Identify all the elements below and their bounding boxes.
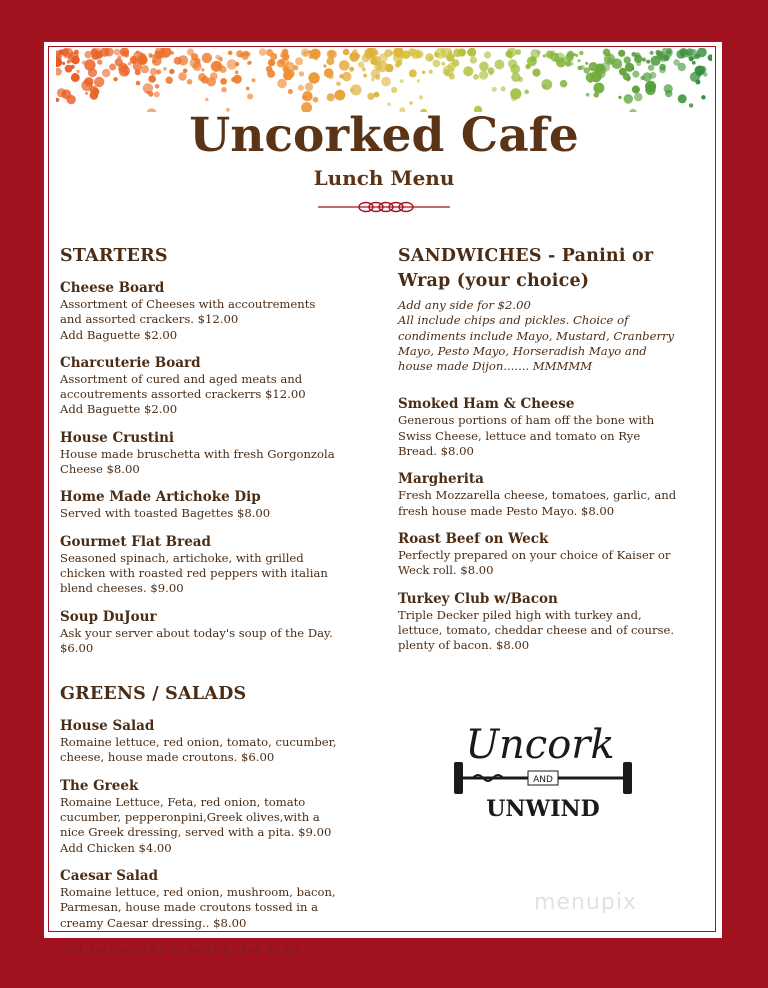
confetti-dot xyxy=(178,72,186,80)
confetti-dot xyxy=(579,51,583,55)
confetti-dot xyxy=(589,62,598,71)
confetti-dot xyxy=(135,69,141,75)
menu-item xyxy=(60,868,370,931)
menu-item xyxy=(60,718,370,766)
confetti-dot xyxy=(267,70,275,78)
confetti-dot xyxy=(277,79,287,89)
confetti-dot xyxy=(689,57,694,62)
confetti-dot xyxy=(349,67,354,72)
confetti-dot xyxy=(367,93,374,100)
menu-item-description: Generous portions of ham off the bone with Swiss Cheese, lettuce and tomato on Rye Bread. $8.00 xyxy=(398,413,655,459)
confetti-dot xyxy=(650,51,654,55)
confetti-dot xyxy=(409,101,413,105)
logo-line-uncork: Uncork xyxy=(465,722,615,768)
confetti-dot xyxy=(133,51,143,61)
sandwiches-note: Add any side for $2.00 All include chips and pickles. Choice of condiments include Mayo, Mustard, Cranberry Mayo, Pesto Mayo, Horseradish Mayo and house made Dijon....... MMMMM xyxy=(398,298,675,374)
confetti-dot xyxy=(646,60,650,64)
confetti-dot xyxy=(666,49,672,55)
confetti-dot xyxy=(56,68,62,76)
menu-item xyxy=(60,280,370,343)
confetti-dot xyxy=(446,53,455,62)
menu-item-description: Assortment of cured and aged meats and accoutrements assorted crackerrs $12.00 Add Baguette $2.00 xyxy=(60,371,306,417)
confetti-dot xyxy=(586,93,590,97)
confetti-dot xyxy=(211,61,222,72)
confetti-dot xyxy=(288,89,293,94)
confetti-dot xyxy=(429,56,433,60)
confetti-dot xyxy=(607,57,613,63)
confetti-dot xyxy=(324,68,334,78)
confetti-dot xyxy=(339,60,350,71)
confetti-dot xyxy=(642,58,646,62)
flourish-ornament-icon xyxy=(318,199,450,215)
confetti-dot xyxy=(166,77,173,84)
confetti-dot xyxy=(88,68,97,77)
confetti-dot xyxy=(484,51,491,58)
confetti-dot xyxy=(195,58,201,64)
menu-item-name: Smoked Ham & Cheese xyxy=(398,396,575,413)
confetti-dot xyxy=(422,71,425,74)
confetti-dot xyxy=(114,49,121,56)
confetti-dot xyxy=(246,87,250,91)
confetti-dot xyxy=(169,69,174,74)
confetti-dot xyxy=(578,59,581,62)
confetti-dot xyxy=(492,87,497,92)
confetti-dot xyxy=(143,83,153,93)
menu-item-name: Home Made Artichoke Dip xyxy=(60,489,261,506)
confetti-dot xyxy=(350,84,361,95)
confetti-dot xyxy=(458,48,466,56)
confetti-dot xyxy=(148,75,156,83)
sandwiches-section xyxy=(398,244,710,653)
confetti-dot xyxy=(231,77,236,82)
confetti-dot xyxy=(154,91,160,97)
menu-item-description: Triple Decker piled high with turkey and, lettuce, tomato, cheddar cheese and of course. plenty of bacon. $8.00 xyxy=(398,607,675,653)
confetti-dot xyxy=(473,74,479,80)
confetti-dot xyxy=(183,69,188,74)
confetti-dot xyxy=(298,85,304,91)
menu-item-name: Roast Beef on Weck xyxy=(398,530,549,547)
menu-item xyxy=(60,609,370,657)
confetti-dot xyxy=(645,85,655,95)
page-title: Uncorked Cafe xyxy=(189,108,579,163)
confetti-dot xyxy=(187,79,193,85)
confetti-dot xyxy=(603,49,610,56)
confetti-dot xyxy=(136,81,141,86)
confetti-dot xyxy=(252,78,256,82)
confetti-dot xyxy=(664,84,673,93)
confetti-dot xyxy=(335,90,346,101)
left-column xyxy=(60,244,370,931)
menu-item-name: Turkey Club w/Bacon xyxy=(398,590,558,607)
confetti-dot xyxy=(435,48,446,59)
confetti-dot xyxy=(114,77,118,81)
confetti-dot xyxy=(530,56,536,62)
menu-item-description: Romaine Lettuce, Feta, red onion, tomato cucumber, pepperonpini,Greek olives,with a nice Greek dressing, served with a pita. $9.00 Add Chicken $4.00 xyxy=(60,794,332,855)
menu-item-name: Caesar Salad xyxy=(60,867,159,884)
confetti-dot xyxy=(149,55,152,58)
confetti-dot xyxy=(82,61,86,65)
menu-item-name: House Crustini xyxy=(60,429,175,446)
confetti-dot xyxy=(511,73,520,82)
confetti-dot xyxy=(299,71,304,76)
confetti-dot xyxy=(339,74,343,78)
confetti-dot xyxy=(305,83,313,91)
confetti-dot xyxy=(624,56,631,63)
confetti-dot xyxy=(74,50,79,55)
confetti-dot xyxy=(242,53,249,60)
confetti-dot xyxy=(387,102,391,106)
confetti-dot xyxy=(308,72,319,83)
confetti-dot xyxy=(286,69,295,78)
confetti-dot xyxy=(259,48,266,55)
confetti-dot xyxy=(441,62,445,66)
confetti-dot xyxy=(400,79,404,83)
menu-item-description: Served with toasted Bagettes $8.00 xyxy=(60,506,271,521)
confetti-dot xyxy=(575,54,578,57)
confetti-dot xyxy=(479,70,488,79)
menu-item-name: Cheese Board xyxy=(60,280,165,296)
confetti-dot xyxy=(119,65,130,76)
menupix-watermark: menupix xyxy=(534,890,637,915)
menu-item-description: Fresh Mozzarella cheese, tomatoes, garlic, and fresh house made Pesto Mayo. $8.00 xyxy=(398,488,677,518)
menu-item xyxy=(60,778,370,856)
confetti-dot xyxy=(343,49,350,56)
menu-item xyxy=(60,355,370,418)
confetti-dot xyxy=(295,57,303,65)
confetti-dot xyxy=(632,71,639,78)
confetti-dot xyxy=(542,85,546,89)
confetti-dot xyxy=(220,78,227,85)
confetti-dot xyxy=(651,56,661,66)
menu-item xyxy=(398,591,710,654)
confetti-dot xyxy=(62,48,73,59)
confetti-dot xyxy=(201,68,204,71)
confetti-dot xyxy=(363,74,367,78)
confetti-dot xyxy=(488,67,495,74)
confetti-dot xyxy=(109,64,116,71)
confetti-dot xyxy=(152,56,162,66)
menu-item-name: Charcuterie Board xyxy=(60,354,201,371)
confetti-dot xyxy=(494,60,504,70)
confetti-dot xyxy=(71,73,80,82)
confetti-dot xyxy=(228,51,233,56)
menu-item-name: The Greek xyxy=(60,777,139,794)
confetti-dot xyxy=(433,60,441,68)
confetti-dot xyxy=(417,79,420,82)
menu-item-name: Margherita xyxy=(398,471,484,488)
confetti-dot xyxy=(115,58,123,66)
confetti-dot xyxy=(327,50,335,58)
confetti-dot xyxy=(323,64,326,67)
confetti-dot xyxy=(235,62,239,66)
confetti-dot xyxy=(221,87,226,92)
confetti-dot xyxy=(84,77,93,86)
menu-item-description: Assortment of Cheeses with accoutrements and assorted crackers. $12.00 Add Baguette $2.00 xyxy=(60,297,316,342)
confetti-dot xyxy=(708,54,712,61)
confetti-dot xyxy=(543,54,546,57)
confetti-dot xyxy=(690,72,700,82)
menu-subtitle: Lunch Menu xyxy=(313,166,455,190)
confetti-dot xyxy=(65,65,73,73)
confetti-dot xyxy=(248,61,252,65)
confetti-dot xyxy=(510,64,520,74)
confetti-dot xyxy=(77,70,80,73)
right-column xyxy=(398,244,710,653)
confetti-dot xyxy=(370,58,377,65)
menu-item-name: Gourmet Flat Bread xyxy=(60,533,211,550)
logo-line-and: AND xyxy=(533,775,553,785)
confetti-dot xyxy=(584,67,590,73)
menu-item xyxy=(60,534,370,597)
confetti-dot xyxy=(625,63,634,72)
confetti-dot xyxy=(385,64,393,72)
confetti-dot xyxy=(277,59,285,67)
confetti-dot xyxy=(302,95,307,100)
confetti-dot xyxy=(601,62,611,72)
confetti-dot xyxy=(628,77,631,80)
confetti-dot xyxy=(124,53,129,58)
confetti-dot xyxy=(155,84,160,89)
confetti-dot xyxy=(62,62,65,65)
confetti-dot xyxy=(411,49,421,59)
confetti-dot xyxy=(429,70,433,74)
confetti-dot xyxy=(198,73,206,81)
greens-section xyxy=(60,682,370,931)
confetti-dot xyxy=(585,62,588,65)
confetti-dot xyxy=(247,93,253,99)
confetti-dot xyxy=(163,67,167,71)
confetti-dot xyxy=(467,48,476,57)
confetti-dot xyxy=(358,61,365,68)
starters-section xyxy=(60,244,370,656)
confetti-dot xyxy=(268,59,275,66)
confetti-dot xyxy=(293,65,298,70)
uncork-and-unwind-logo xyxy=(448,710,638,830)
confetti-dot xyxy=(634,52,640,58)
confetti-dot xyxy=(648,65,654,71)
confetti-dot xyxy=(703,72,707,76)
section-title-starters: STARTERS xyxy=(60,246,168,266)
confetti-dot xyxy=(56,98,59,102)
confetti-dot xyxy=(409,69,417,77)
confetti-dot xyxy=(174,57,182,65)
confetti-dot xyxy=(396,60,402,66)
confetti-dot xyxy=(655,50,660,55)
confetti-dot xyxy=(511,96,517,102)
confetti-dot xyxy=(537,50,541,54)
menu-item xyxy=(398,396,710,459)
confetti-dot xyxy=(692,61,696,65)
confetti-dot xyxy=(128,62,132,66)
menu-item xyxy=(398,531,710,579)
confetti-dot xyxy=(67,95,76,104)
confetti-dot xyxy=(336,82,341,87)
confetti-dot xyxy=(327,93,335,101)
menu-item xyxy=(60,430,370,478)
menu-item-name: House Salad xyxy=(60,718,155,735)
menu-item-description: Seasoned spinach, artichoke, with grilled chicken with roasted red peppers with italian blend cheeses. $9.00 xyxy=(60,550,328,596)
confetti-dot xyxy=(91,49,99,57)
confetti-dot xyxy=(282,49,289,56)
confetti-dot xyxy=(565,54,573,62)
confetti-dot xyxy=(391,87,397,93)
confetti-dot xyxy=(94,77,104,87)
confetti-dot xyxy=(634,93,643,102)
confetti-dot xyxy=(71,56,80,65)
confetti-dot xyxy=(524,90,529,95)
bottom-note: Add Anchovies $2.00 Add Chicken $4.00 xyxy=(60,942,299,956)
confetti-dot xyxy=(389,51,394,56)
confetti-dot xyxy=(401,55,404,58)
confetti-dot xyxy=(89,86,97,94)
confetti-dot xyxy=(501,86,506,91)
confetti-dot xyxy=(326,57,334,65)
confetti-dot xyxy=(560,80,568,88)
confetti-dot xyxy=(612,59,623,70)
confetti-dot xyxy=(97,59,102,64)
menu-item-description: Perfectly prepared on your choice of Kaiser or Weck roll. $8.00 xyxy=(398,547,671,578)
confetti-dot xyxy=(187,49,194,56)
confetti-dot xyxy=(676,50,685,59)
confetti-dot xyxy=(150,68,157,75)
confetti-dot xyxy=(659,64,666,71)
confetti-dot xyxy=(314,98,318,102)
menu-item-description: Ask your server about today's soup of the Day. $6.00 xyxy=(60,625,333,655)
confetti-dot xyxy=(643,72,652,81)
confetti-dot xyxy=(532,69,540,77)
confetti-dot xyxy=(362,67,366,71)
confetti-dot xyxy=(381,77,391,87)
section-title-sandwiches: SANDWICHES - Panini or Wrap (your choice) xyxy=(398,246,654,291)
confetti-dot xyxy=(479,62,489,72)
confetti-dot xyxy=(379,53,388,62)
confetti-dots-decoration xyxy=(56,48,712,112)
confetti-dot xyxy=(235,70,239,74)
confetti-dot xyxy=(689,103,693,107)
confetti-dot xyxy=(618,50,625,57)
confetti-dot xyxy=(301,48,310,57)
confetti-dot xyxy=(546,50,554,58)
confetti-dot xyxy=(85,92,88,95)
confetti-dot xyxy=(632,86,640,94)
confetti-dot xyxy=(394,51,399,56)
confetti-dot xyxy=(449,73,455,79)
confetti-dot xyxy=(141,65,149,73)
confetti-dot xyxy=(205,98,208,101)
confetti-dot xyxy=(593,83,604,94)
confetti-dot xyxy=(695,53,700,58)
confetti-dot xyxy=(352,49,358,55)
confetti-dot xyxy=(419,95,423,99)
logo-line-unwind: UNWIND xyxy=(486,796,600,822)
confetti-dot xyxy=(578,66,583,71)
menu-item-description: House made bruschetta with fresh Gorgonzola Cheese $8.00 xyxy=(60,446,335,477)
confetti-dot xyxy=(374,92,380,98)
section-title-greens: GREENS / SALADS xyxy=(60,684,247,705)
confetti-dot xyxy=(470,57,477,64)
confetti-dot xyxy=(673,59,680,66)
confetti-dot xyxy=(170,51,174,55)
confetti-dot xyxy=(219,57,223,61)
confetti-dot xyxy=(701,95,705,99)
confetti-dot xyxy=(364,49,374,59)
confetti-dot xyxy=(590,71,601,82)
menu-item xyxy=(60,489,370,521)
confetti-dot xyxy=(463,66,473,76)
confetti-dot xyxy=(618,96,621,99)
confetti-dot xyxy=(310,49,321,60)
confetti-dot xyxy=(202,53,212,63)
confetti-dot xyxy=(678,94,687,103)
menu-item-description: Romaine lettuce, red onion, mushroom, bacon, Parmesan, house made croutons tossed in a creamy Caesar dressing.. $8.00 xyxy=(60,884,336,930)
menu-item-description: Romaine lettuce, red onion, tomato, cucumber, cheese, house made croutons. $6.00 xyxy=(60,735,337,765)
confetti-dot xyxy=(624,94,634,104)
confetti-dot xyxy=(102,69,111,78)
confetti-dot xyxy=(556,58,566,68)
menu-item xyxy=(398,471,710,519)
menu-item-name: Soup DuJour xyxy=(60,608,157,625)
